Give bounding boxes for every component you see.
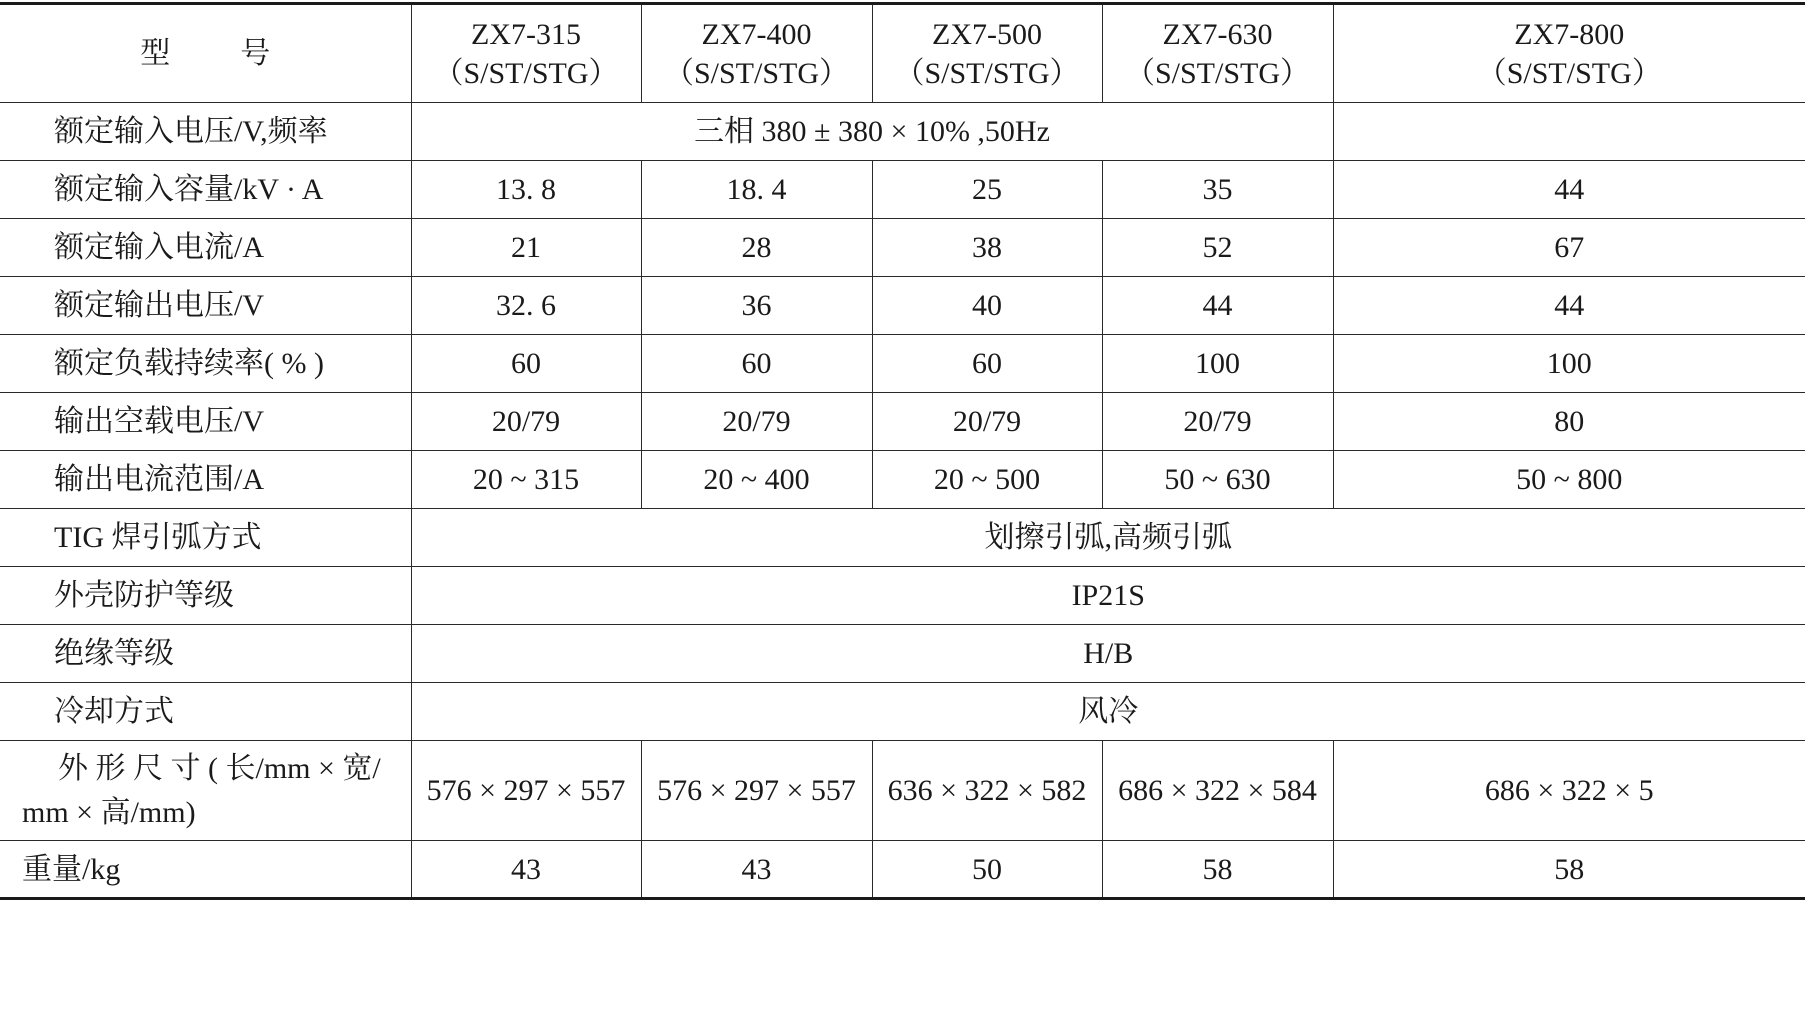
value-cell: 44 bbox=[1333, 161, 1805, 219]
table-row bbox=[0, 683, 1805, 741]
row-label: 输出空载电压/V bbox=[0, 393, 411, 451]
value-cell: 60 bbox=[641, 335, 872, 393]
value-cell: 36 bbox=[641, 277, 872, 335]
table-row bbox=[0, 335, 1805, 393]
model-name: ZX7-400 bbox=[701, 17, 812, 51]
merged-value-cell: 风冷 bbox=[411, 683, 1805, 741]
merged-value-cell: H/B bbox=[411, 625, 1805, 683]
dimensions-label-line2: mm × 高/mm) bbox=[22, 795, 196, 829]
model-name: ZX7-800 bbox=[1514, 17, 1625, 51]
value-cell: 100 bbox=[1102, 335, 1333, 393]
value-cell: 35 bbox=[1102, 161, 1333, 219]
row-label: 额定输出电压/V bbox=[0, 277, 411, 335]
table-row bbox=[0, 625, 1805, 683]
value-cell: 25 bbox=[872, 161, 1102, 219]
value-cell: 20/79 bbox=[1102, 393, 1333, 451]
row-label: 外壳防护等级 bbox=[0, 567, 411, 625]
value-cell: 21 bbox=[411, 219, 641, 277]
value-cell: 13. 8 bbox=[411, 161, 641, 219]
value-cell: 50 ~ 630 bbox=[1102, 451, 1333, 509]
value-cell: 576 × 297 × 557 bbox=[411, 741, 641, 841]
table-row bbox=[0, 841, 1805, 899]
table-row bbox=[0, 509, 1805, 567]
model-cell bbox=[641, 4, 872, 103]
table-row bbox=[0, 161, 1805, 219]
value-cell: 100 bbox=[1333, 335, 1805, 393]
value-cell: 18. 4 bbox=[641, 161, 872, 219]
value-cell: 58 bbox=[1333, 841, 1805, 899]
model-name: ZX7-630 bbox=[1162, 17, 1273, 51]
value-cell: 28 bbox=[641, 219, 872, 277]
table-row bbox=[0, 741, 1805, 841]
value-cell: 50 ~ 800 bbox=[1333, 451, 1805, 509]
value-cell: 50 bbox=[872, 841, 1102, 899]
model-cell bbox=[872, 4, 1102, 103]
merged-value-cell: 划擦引弧,高频引弧 bbox=[411, 509, 1805, 567]
model-name: ZX7-500 bbox=[932, 17, 1042, 51]
value-cell: 67 bbox=[1333, 219, 1805, 277]
table-row bbox=[0, 219, 1805, 277]
value-cell: 52 bbox=[1102, 219, 1333, 277]
table-row bbox=[0, 567, 1805, 625]
value-cell: 44 bbox=[1102, 277, 1333, 335]
model-variant: （S/ST/STG） bbox=[1476, 56, 1662, 90]
value-cell: 40 bbox=[872, 277, 1102, 335]
model-variant: （S/ST/STG） bbox=[433, 56, 619, 90]
value-cell: 58 bbox=[1102, 841, 1333, 899]
row-label bbox=[0, 741, 411, 841]
row-label: 额定负载持续率( % ) bbox=[0, 335, 411, 393]
model-variant: （S/ST/STG） bbox=[1124, 56, 1311, 90]
row-label: TIG 焊引弧方式 bbox=[0, 509, 411, 567]
value-cell: 20 ~ 315 bbox=[411, 451, 641, 509]
value-cell: 32. 6 bbox=[411, 277, 641, 335]
table-row bbox=[0, 393, 1805, 451]
merged-value-cell: IP21S bbox=[411, 567, 1805, 625]
value-cell: 60 bbox=[411, 335, 641, 393]
row-label: 额定输入电压/V,频率 bbox=[0, 103, 411, 161]
value-cell: 20/79 bbox=[872, 393, 1102, 451]
value-cell: 80 bbox=[1333, 393, 1805, 451]
value-cell: 20/79 bbox=[641, 393, 872, 451]
value-cell: 686 × 322 × 584 bbox=[1102, 741, 1333, 841]
merged-value-cell: 三相 380 ± 380 × 10% ,50Hz bbox=[411, 103, 1333, 161]
row-label: 输出电流范围/A bbox=[0, 451, 411, 509]
model-cell bbox=[1102, 4, 1333, 103]
model-cell bbox=[1333, 4, 1805, 103]
model-header-label: 型号 bbox=[0, 4, 411, 103]
table-row bbox=[0, 451, 1805, 509]
value-cell: 576 × 297 × 557 bbox=[641, 741, 872, 841]
row-label: 重量/kg bbox=[0, 841, 411, 899]
row-label: 冷却方式 bbox=[0, 683, 411, 741]
row-label: 额定输入电流/A bbox=[0, 219, 411, 277]
value-cell: 43 bbox=[641, 841, 872, 899]
value-cell: 44 bbox=[1333, 277, 1805, 335]
value-cell bbox=[1333, 103, 1805, 161]
row-label: 绝缘等级 bbox=[0, 625, 411, 683]
spec-table bbox=[0, 2, 1805, 900]
value-cell: 20/79 bbox=[411, 393, 641, 451]
value-cell: 636 × 322 × 582 bbox=[872, 741, 1102, 841]
value-cell: 20 ~ 400 bbox=[641, 451, 872, 509]
value-cell: 20 ~ 500 bbox=[872, 451, 1102, 509]
model-name: ZX7-315 bbox=[471, 17, 581, 51]
model-variant: （S/ST/STG） bbox=[894, 56, 1080, 90]
row-label: 额定输入容量/kV · A bbox=[0, 161, 411, 219]
value-cell: 43 bbox=[411, 841, 641, 899]
dimensions-label-line1: 外 形 尺 寸 ( 长/mm × 宽/ bbox=[58, 752, 381, 785]
value-cell: 38 bbox=[872, 219, 1102, 277]
table-row bbox=[0, 277, 1805, 335]
value-cell: 60 bbox=[872, 335, 1102, 393]
model-cell bbox=[411, 4, 641, 103]
table-row bbox=[0, 103, 1805, 161]
value-cell: 686 × 322 × 5 bbox=[1333, 741, 1805, 841]
model-variant: （S/ST/STG） bbox=[663, 56, 850, 90]
header-row bbox=[0, 4, 1805, 103]
